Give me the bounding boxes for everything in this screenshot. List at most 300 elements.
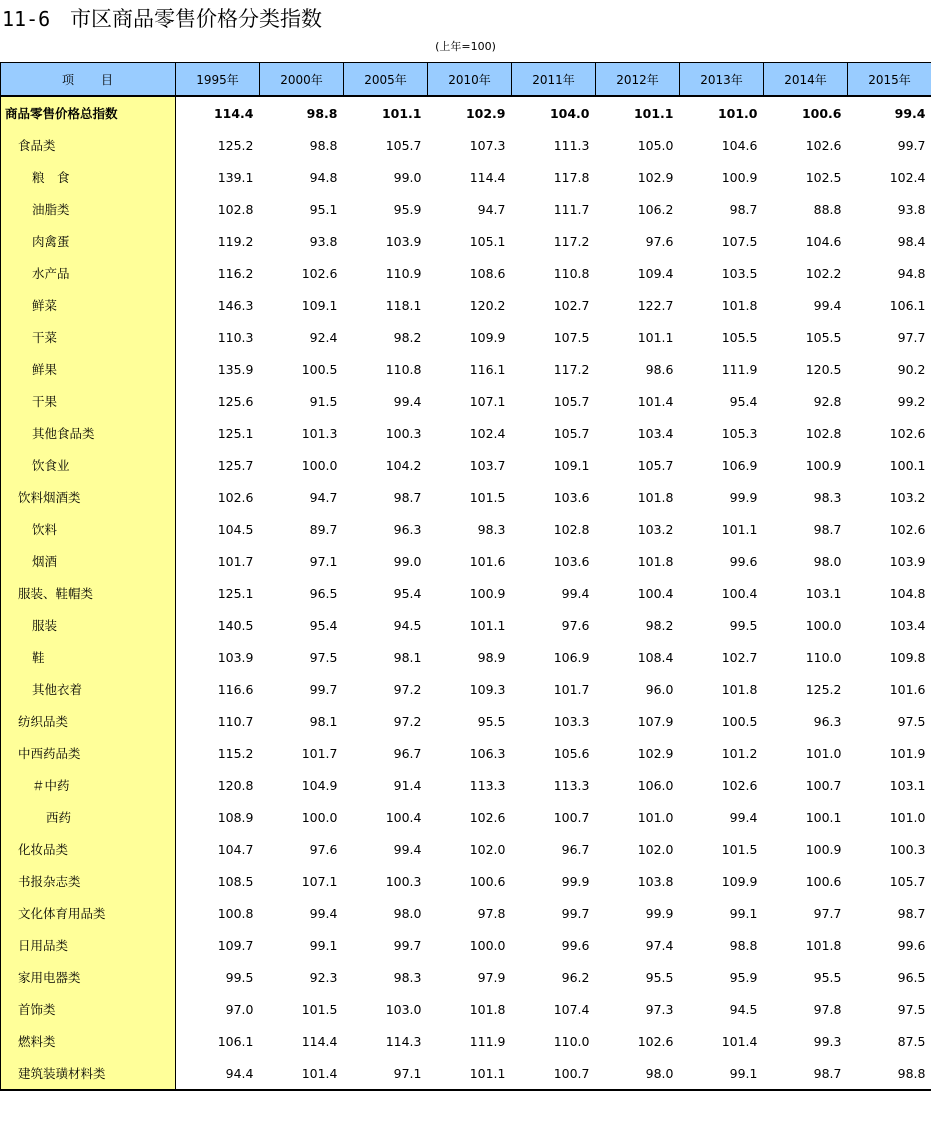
index-value-cell: 102.2 [805,265,842,281]
index-value-cell: 97.3 [645,1001,674,1017]
index-value-cell: 100.0 [469,937,506,953]
index-value-cell: 99.7 [393,937,422,953]
index-value-cell: 98.7 [813,521,842,537]
index-value-cell: 111.7 [553,201,590,217]
index-value-cell: 99.1 [309,937,338,953]
row-label-cell [1,545,176,577]
row-label: 燃料类 [18,1034,56,1049]
index-value-cell: 100.0 [301,457,338,473]
index-value-cell: 120.2 [469,297,506,313]
index-value-cell: 101.7 [217,553,254,569]
index-value-cell: 94.7 [477,201,506,217]
table-row [1,801,931,833]
index-value-cell: 105.7 [385,137,422,153]
index-value-cell: 116.2 [217,265,254,281]
year-column-header: 2013年 [680,63,764,97]
index-value-cell: 109.8 [889,649,926,665]
index-value-cell: 101.4 [721,1033,758,1049]
index-value-cell: 103.7 [469,457,506,473]
year-column-header: 2005年 [344,63,428,97]
table-row [1,993,931,1025]
index-value-cell: 96.7 [393,745,422,761]
row-label: 鞋 [32,650,45,665]
table-row [1,225,931,257]
index-value-cell: 101.3 [301,425,338,441]
index-value-cell: 105.5 [721,329,758,345]
year-column-header: 2011年 [512,63,596,97]
index-value-cell: 88.8 [813,201,842,217]
table-row [1,257,931,289]
index-value-cell: 103.3 [553,713,590,729]
index-value-cell: 100.0 [301,809,338,825]
index-value-cell: 98.3 [393,969,422,985]
table-row [1,865,931,897]
index-value-cell: 100.6 [805,873,842,889]
index-value-cell: 105.5 [805,329,842,345]
index-value-cell: 116.1 [469,361,506,377]
index-value-cell: 101.6 [889,681,926,697]
index-value-cell: 101.8 [637,553,674,569]
index-value-cell: 118.1 [385,297,422,313]
index-value-cell: 100.8 [217,905,254,921]
table-row [1,96,931,129]
index-value-cell: 125.2 [217,137,254,153]
index-value-cell: 102.8 [217,201,254,217]
index-value-cell: 99.7 [309,681,338,697]
index-value-cell: 101.1 [469,617,506,633]
row-label-cell [1,161,176,193]
index-value-cell: 113.3 [469,777,506,793]
index-value-cell: 92.8 [813,393,842,409]
index-value-cell: 101.7 [553,681,590,697]
index-value-cell: 99.6 [729,553,758,569]
index-value-cell: 101.1 [428,1057,512,1090]
index-value-cell: 93.8 [897,201,926,217]
index-value-cell: 103.0 [385,1001,422,1017]
index-value-cell: 101.8 [637,489,674,505]
index-value-cell: 120.8 [217,777,254,793]
index-value-cell: 99.7 [561,905,590,921]
year-column-header: 2000年 [260,63,344,97]
index-value-cell: 113.3 [553,777,590,793]
index-value-cell: 97.8 [477,905,506,921]
table-row [1,193,931,225]
index-value-cell: 96.2 [561,969,590,985]
index-value-cell: 98.7 [393,489,422,505]
table-row [1,353,931,385]
index-value-cell: 99.1 [729,905,758,921]
index-value-cell: 95.5 [813,969,842,985]
index-value-cell: 95.9 [393,201,422,217]
index-value-cell: 102.4 [889,169,926,185]
table-row [1,833,931,865]
index-value-cell: 103.9 [217,649,254,665]
index-value-cell: 101.5 [469,489,506,505]
row-label: 水产品 [32,266,70,281]
index-value-cell: 101.8 [721,297,758,313]
index-value-cell: 96.5 [897,969,926,985]
index-value-cell: 99.4 [393,841,422,857]
row-label: 饮料 [32,522,58,537]
table-row [1,641,931,673]
index-value-cell: 108.4 [637,649,674,665]
index-value-cell: 99.4 [729,809,758,825]
index-value-cell: 99.6 [561,937,590,953]
index-value-cell: 98.2 [645,617,674,633]
row-label: 干果 [32,394,58,409]
index-value-cell: 110.3 [217,329,254,345]
index-value-cell: 106.2 [637,201,674,217]
row-label: 饮食业 [32,458,70,473]
index-value-cell: 117.2 [553,233,590,249]
index-value-cell: 103.2 [889,489,926,505]
index-value-cell: 99.1 [680,1057,764,1090]
index-value-cell: 99.3 [813,1033,842,1049]
year-column-header: 2010年 [428,63,512,97]
index-value-cell: 107.4 [553,1001,590,1017]
index-value-cell: 98.6 [645,361,674,377]
index-value-cell: 103.5 [721,265,758,281]
index-value-cell: 95.9 [729,969,758,985]
index-value-cell: 103.4 [637,425,674,441]
price-index-table [0,62,931,1091]
index-value-cell: 101.0 [637,809,674,825]
table-row [1,161,931,193]
table-row [1,129,931,161]
row-label: 纺织品类 [18,714,69,729]
page-title [2,4,322,34]
index-value-cell: 101.1 [596,96,680,129]
index-value-cell: 98.0 [393,905,422,921]
index-value-cell: 100.6 [469,873,506,889]
row-label-cell [1,257,176,289]
index-value-cell: 146.3 [217,297,254,313]
index-value-cell: 95.4 [309,617,338,633]
index-value-cell: 105.3 [721,425,758,441]
index-value-cell: 97.0 [225,1001,254,1017]
index-value-cell: 102.9 [637,745,674,761]
index-value-cell: 101.8 [805,937,842,953]
index-value-cell: 110.0 [805,649,842,665]
table-title: 市区商品零售价格分类指数 [70,7,322,31]
year-column-header: 2015年 [848,63,931,97]
row-label: 鲜果 [32,362,58,377]
index-value-cell: 109.1 [553,457,590,473]
index-value-cell: 106.1 [889,297,926,313]
index-value-cell: 104.6 [721,137,758,153]
row-label-cell [1,321,176,353]
index-value-cell: 98.7 [729,201,758,217]
index-value-cell: 139.1 [217,169,254,185]
table-row [1,481,931,513]
index-value-cell: 92.4 [309,329,338,345]
index-value-cell: 109.7 [217,937,254,953]
index-value-cell: 105.6 [553,745,590,761]
index-value-cell: 101.7 [301,745,338,761]
row-label-cell [1,385,176,417]
index-value-cell: 99.9 [729,489,758,505]
index-value-cell: 116.6 [217,681,254,697]
index-value-cell: 95.4 [729,393,758,409]
index-value-cell: 95.4 [393,585,422,601]
index-value-cell: 101.9 [889,745,926,761]
index-value-cell: 99.4 [309,905,338,921]
table-row [1,705,931,737]
index-value-cell: 99.7 [897,137,926,153]
index-value-cell: 125.6 [217,393,254,409]
row-label-cell [1,641,176,673]
index-value-cell: 95.1 [309,201,338,217]
index-value-cell: 100.7 [805,777,842,793]
item-column-header: 项 目 [1,63,176,97]
index-value-cell: 100.9 [721,169,758,185]
row-label: 商品零售价格总指数 [5,106,118,121]
index-value-cell: 100.1 [889,457,926,473]
table-row [1,289,931,321]
index-value-cell: 91.5 [309,393,338,409]
index-value-cell: 108.9 [217,809,254,825]
row-label: 家用电器类 [18,970,81,985]
index-value-cell: 98.0 [813,553,842,569]
row-label: 肉禽蛋 [32,234,70,249]
year-column-header: 2012年 [596,63,680,97]
index-value-cell: 120.5 [805,361,842,377]
table-number: 11-6 [2,7,51,31]
table-row [1,513,931,545]
row-label-cell [1,193,176,225]
index-value-cell: 98.8 [848,1057,931,1090]
index-value-cell: 98.8 [309,137,338,153]
index-value-cell: 98.7 [764,1057,848,1090]
index-value-cell: 97.6 [645,233,674,249]
index-value-cell: 105.7 [637,457,674,473]
index-value-cell: 100.4 [385,809,422,825]
index-value-cell: 103.6 [553,489,590,505]
index-value-cell: 117.2 [553,361,590,377]
index-value-cell: 99.6 [897,937,926,953]
index-value-cell: 97.2 [393,681,422,697]
index-value-cell: 107.5 [721,233,758,249]
index-value-cell: 102.9 [637,169,674,185]
year-column-header: 1995年 [176,63,260,97]
row-label-cell [1,1057,176,1090]
index-value-cell: 102.8 [553,521,590,537]
index-value-cell: 107.1 [469,393,506,409]
index-value-cell: 100.3 [385,425,422,441]
index-value-cell: 108.5 [217,873,254,889]
index-value-cell: 102.6 [889,425,926,441]
table-row [1,769,931,801]
index-value-cell: 99.9 [645,905,674,921]
index-value-cell: 104.6 [805,233,842,249]
index-value-cell: 101.6 [469,553,506,569]
index-value-cell: 102.8 [805,425,842,441]
index-value-cell: 94.5 [729,1001,758,1017]
index-value-cell: 97.6 [309,841,338,857]
index-value-cell: 98.8 [260,96,344,129]
header-row [1,63,931,97]
index-value-cell: 114.4 [301,1033,338,1049]
index-value-cell: 135.9 [217,361,254,377]
index-value-cell: 103.9 [385,233,422,249]
index-value-cell: 100.7 [512,1057,596,1090]
index-value-cell: 101.1 [721,521,758,537]
index-value-cell: 94.8 [897,265,926,281]
index-value-cell: 101.1 [637,329,674,345]
index-value-cell: 104.8 [889,585,926,601]
row-label: 西药 [46,810,72,825]
index-value-cell: 99.4 [561,585,590,601]
index-value-cell: 97.7 [813,905,842,921]
index-value-cell: 96.7 [561,841,590,857]
index-value-cell: 95.5 [645,969,674,985]
index-value-cell: 101.8 [469,1001,506,1017]
index-value-cell: 102.6 [637,1033,674,1049]
index-value-cell: 97.6 [561,617,590,633]
index-value-cell: 100.5 [301,361,338,377]
index-value-cell: 100.9 [805,841,842,857]
row-label-cell [1,96,176,129]
index-value-cell: 114.4 [469,169,506,185]
index-value-cell: 99.5 [225,969,254,985]
index-value-cell: 93.8 [309,233,338,249]
index-value-cell: 111.9 [469,1033,506,1049]
table-row [1,673,931,705]
index-value-cell: 98.1 [393,649,422,665]
row-label: 饮料烟酒类 [18,490,81,505]
index-value-cell: 94.8 [309,169,338,185]
index-value-cell: 97.1 [344,1057,428,1090]
index-value-cell: 98.8 [729,937,758,953]
row-label-cell [1,833,176,865]
index-value-cell: 115.2 [217,745,254,761]
index-value-cell: 98.1 [309,713,338,729]
index-value-cell: 107.1 [301,873,338,889]
row-label-cell [1,929,176,961]
index-value-cell: 105.0 [637,137,674,153]
row-label-cell [1,1025,176,1057]
index-value-cell: 99.4 [813,297,842,313]
index-value-cell: 100.5 [721,713,758,729]
row-label-cell [1,417,176,449]
table-row [1,961,931,993]
index-value-cell: 100.3 [385,873,422,889]
index-value-cell: 99.0 [393,169,422,185]
index-value-cell: 104.2 [385,457,422,473]
index-value-cell: 105.1 [469,233,506,249]
table-row [1,321,931,353]
row-label: 化妆品类 [18,842,69,857]
index-value-cell: 95.5 [477,713,506,729]
index-value-cell: 98.9 [477,649,506,665]
table-row [1,737,931,769]
index-value-cell: 98.7 [897,905,926,921]
index-value-cell: 97.9 [477,969,506,985]
index-value-cell: 102.6 [469,809,506,825]
index-value-cell: 97.7 [897,329,926,345]
index-value-cell: 125.1 [217,585,254,601]
row-label: 烟酒 [32,554,58,569]
row-label: 油脂类 [32,202,70,217]
row-label-cell [1,353,176,385]
index-value-cell: 101.5 [721,841,758,857]
index-value-cell: 94.5 [393,617,422,633]
row-label: ＃中药 [32,778,70,793]
row-label-cell [1,801,176,833]
index-value-cell: 102.6 [889,521,926,537]
index-value-cell: 96.3 [813,713,842,729]
index-value-cell: 101.4 [637,393,674,409]
index-value-cell: 110.8 [385,361,422,377]
index-value-cell: 103.6 [553,553,590,569]
index-value-cell: 97.4 [645,937,674,953]
index-value-cell: 117.8 [553,169,590,185]
index-value-cell: 103.1 [889,777,926,793]
row-label-cell [1,673,176,705]
row-label: 其他衣着 [32,682,83,697]
row-label-cell [1,513,176,545]
index-value-cell: 100.6 [764,96,848,129]
index-value-cell: 87.5 [897,1033,926,1049]
row-label: 建筑装璜材料类 [18,1066,106,1081]
index-value-cell: 98.0 [596,1057,680,1090]
index-value-cell: 119.2 [217,233,254,249]
index-value-cell: 125.2 [805,681,842,697]
row-label-cell [1,609,176,641]
index-value-cell: 92.3 [309,969,338,985]
index-value-cell: 97.1 [309,553,338,569]
index-value-cell: 105.7 [553,425,590,441]
row-label-cell [1,705,176,737]
index-value-cell: 105.7 [553,393,590,409]
index-value-cell: 102.6 [721,777,758,793]
index-value-cell: 101.0 [805,745,842,761]
index-value-cell: 98.3 [477,521,506,537]
index-value-cell: 100.3 [889,841,926,857]
row-label-cell [1,897,176,929]
table-row [1,577,931,609]
index-value-cell: 107.5 [553,329,590,345]
index-value-cell: 107.3 [469,137,506,153]
index-value-cell: 102.7 [553,297,590,313]
row-label: 中西药品类 [18,746,81,761]
index-value-cell: 102.5 [805,169,842,185]
index-value-cell: 107.9 [637,713,674,729]
index-value-cell: 100.1 [805,809,842,825]
index-value-cell: 103.2 [637,521,674,537]
unit-note: (上年=100) [435,40,496,53]
row-label-cell [1,129,176,161]
row-label-cell [1,993,176,1025]
index-value-cell: 110.9 [385,265,422,281]
index-value-cell: 97.8 [813,1001,842,1017]
index-value-cell: 99.0 [393,553,422,569]
index-value-cell: 111.9 [721,361,758,377]
table-row [1,1025,931,1057]
row-label-cell [1,449,176,481]
index-value-cell: 100.0 [805,617,842,633]
index-value-cell: 96.5 [309,585,338,601]
index-value-cell: 104.5 [217,521,254,537]
index-value-cell: 106.3 [469,745,506,761]
index-value-cell: 106.9 [721,457,758,473]
index-value-cell: 125.1 [217,425,254,441]
table-row [1,1057,931,1090]
index-value-cell: 98.3 [813,489,842,505]
index-value-cell: 109.9 [469,329,506,345]
index-value-cell: 98.4 [897,233,926,249]
index-value-cell: 97.5 [897,1001,926,1017]
